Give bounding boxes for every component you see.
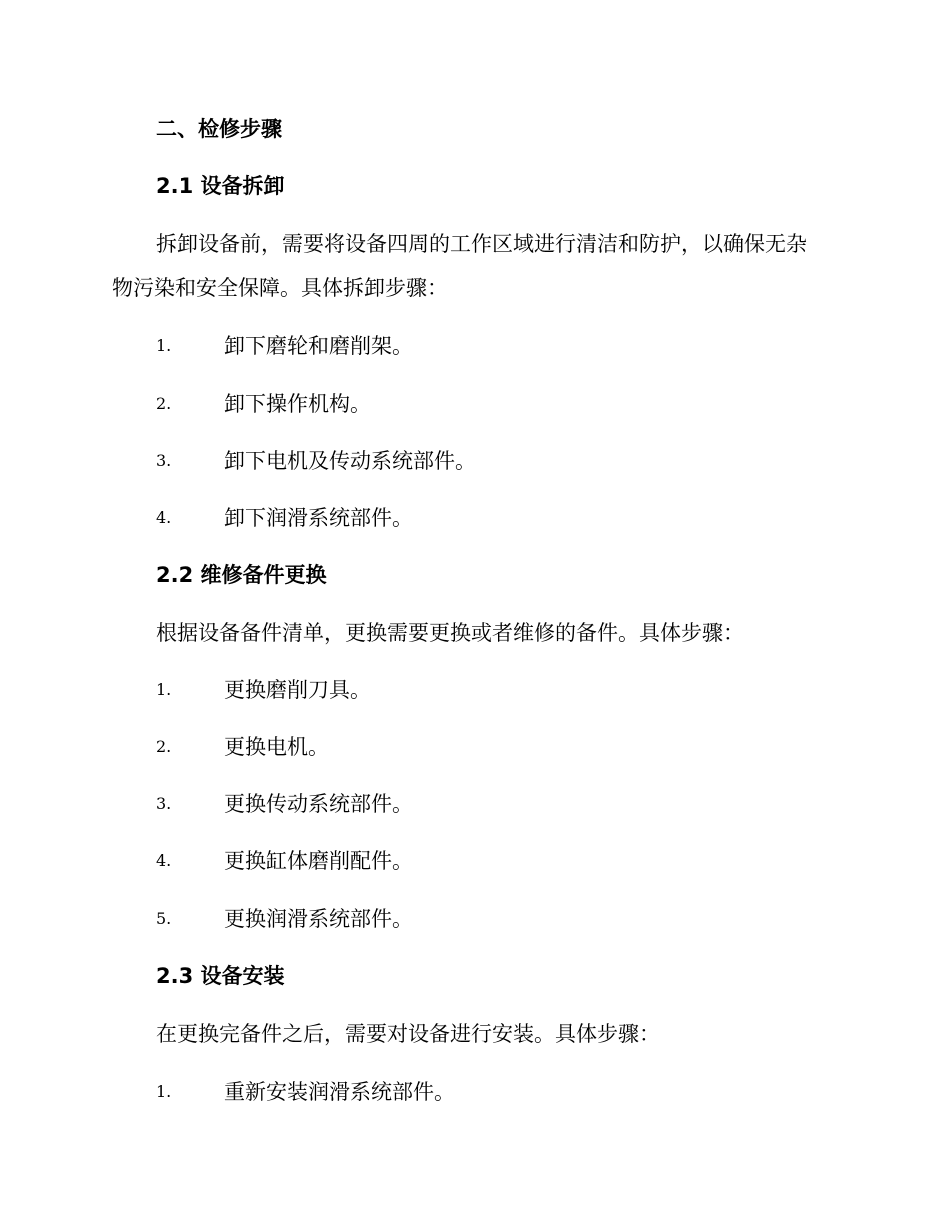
list-item-number: 1.: [156, 1082, 172, 1101]
list-item: 卸下润滑系统部件。: [224, 506, 413, 530]
list-item-number: 3.: [156, 794, 172, 813]
section-title: 二、检修步骤: [156, 117, 282, 141]
paragraph-2-1-line2: 物污染和安全保障。具体拆卸步骤：: [112, 276, 448, 300]
list-item: 重新安装润滑系统部件。: [224, 1080, 455, 1104]
list-item: 卸下磨轮和磨削架。: [224, 334, 413, 358]
list-item: 卸下操作机构。: [224, 392, 371, 416]
list-item-number: 5.: [156, 909, 172, 928]
list-item: 更换传动系统部件。: [224, 792, 413, 816]
list-item-number: 1.: [156, 336, 172, 355]
list-item-number: 2.: [156, 737, 172, 756]
paragraph-2-1-line1: 拆卸设备前，需要将设备四周的工作区域进行清洁和防护，以确保无杂: [156, 232, 807, 256]
list-item-number: 4.: [156, 508, 172, 527]
list-item-number: 4.: [156, 851, 172, 870]
list-item-number: 1.: [156, 680, 172, 699]
list-item: 更换电机。: [224, 735, 329, 759]
list-item: 更换润滑系统部件。: [224, 907, 413, 931]
paragraph-2-3: 在更换完备件之后，需要对设备进行安装。具体步骤：: [156, 1022, 660, 1046]
list-item: 更换缸体磨削配件。: [224, 849, 413, 873]
heading-2-1: 2.1 设备拆卸: [156, 174, 285, 198]
list-item-number: 2.: [156, 394, 172, 413]
heading-2-2: 2.2 维修备件更换: [156, 563, 327, 587]
heading-2-3: 2.3 设备安装: [156, 964, 285, 988]
list-item: 卸下电机及传动系统部件。: [224, 449, 476, 473]
list-item-number: 3.: [156, 451, 172, 470]
paragraph-2-2: 根据设备备件清单，更换需要更换或者维修的备件。具体步骤：: [156, 621, 744, 645]
list-item: 更换磨削刀具。: [224, 678, 371, 702]
